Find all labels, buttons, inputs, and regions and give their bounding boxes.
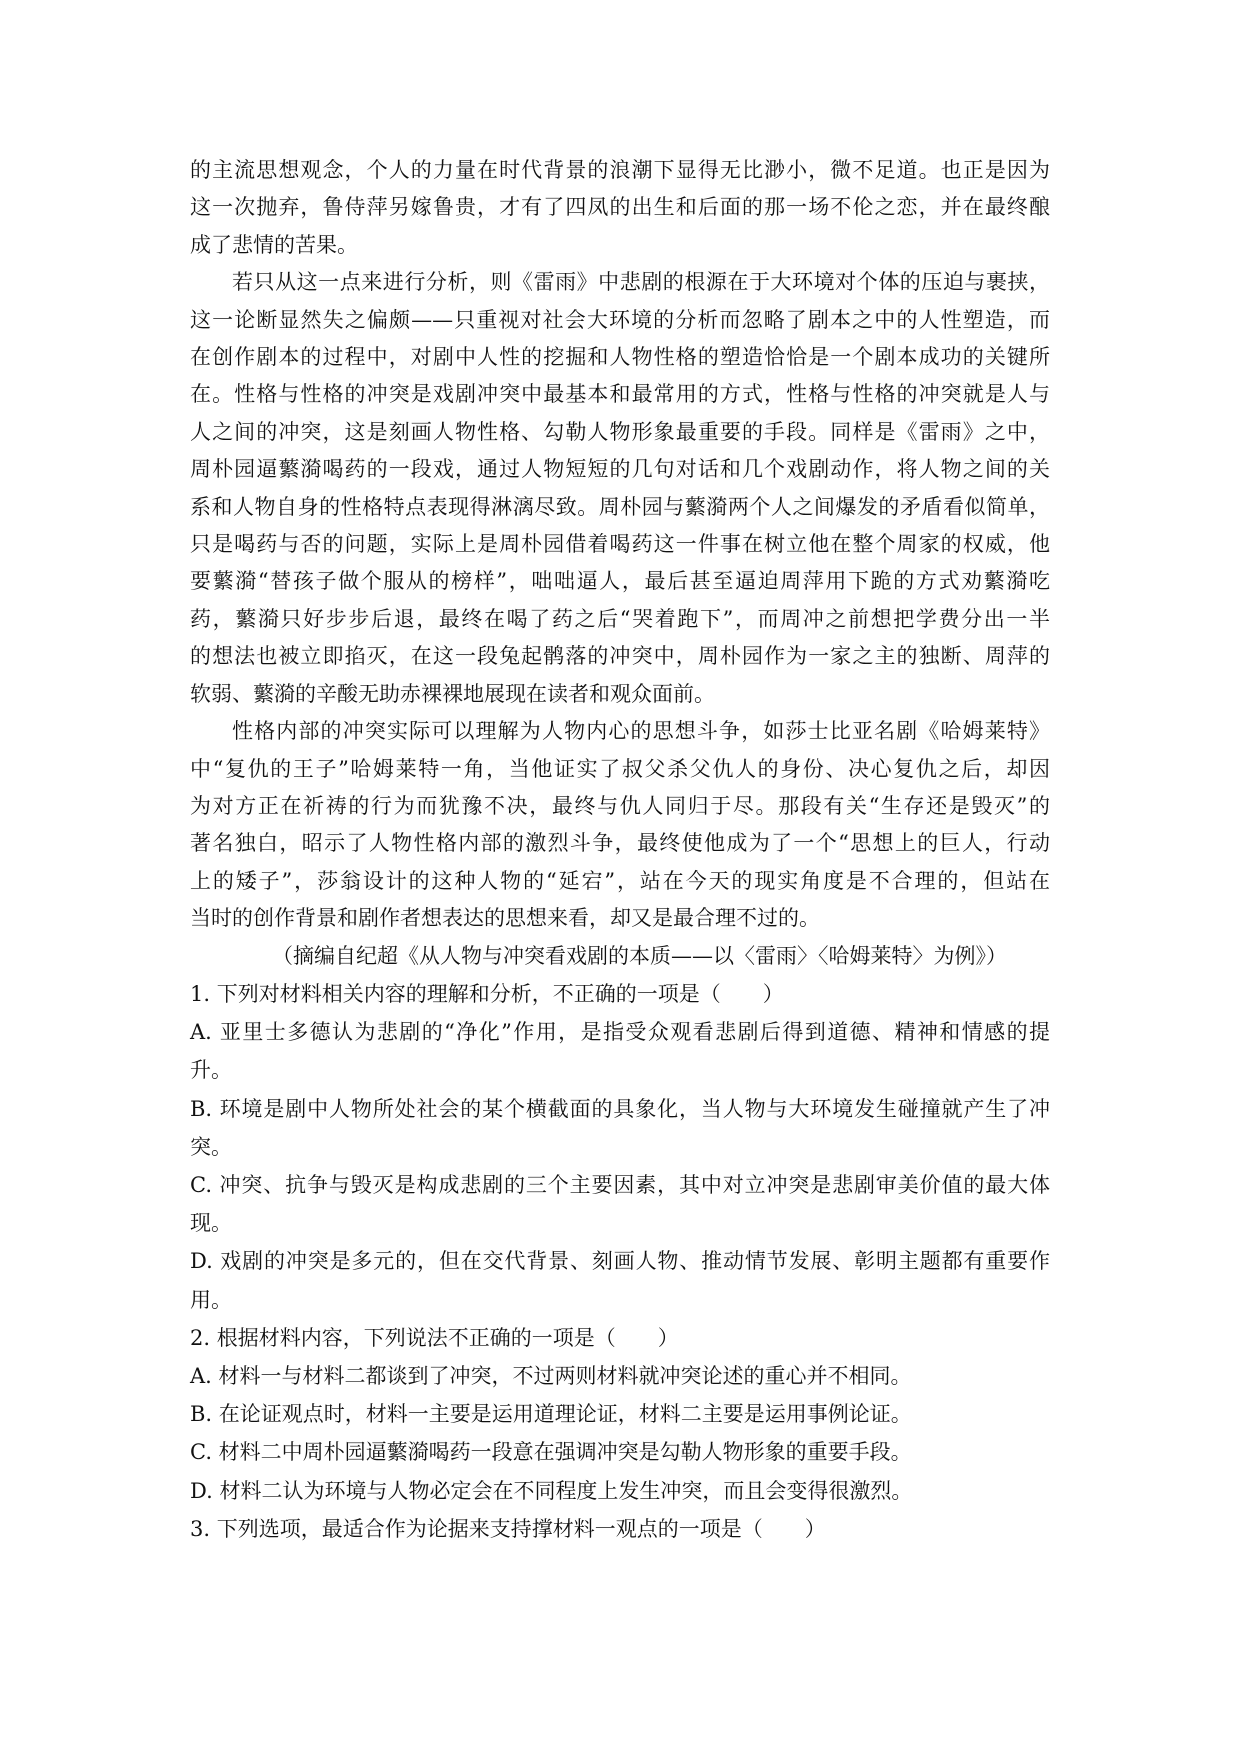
text-line: 这一次抛弃，鲁侍萍另嫁鲁贵，才有了四凤的出生和后面的那一场不伦之恋，并在最终酿 — [190, 195, 1050, 220]
option-d-line-2: 用。 — [190, 1287, 232, 1312]
text-line: 性格内部的冲突实际可以理解为人物内心的思想斗争，如莎士比亚名剧《哈姆莱特》 — [232, 719, 1050, 744]
option-d-line-1: D. 戏剧的冲突是多元的，但在交代背景、刻画人物、推动情节发展、彰明主题都有重要作 — [190, 1249, 1050, 1274]
option-a-line-1: A. 亚里士多德认为悲剧的“净化”作用，是指受众观看悲剧后得到道德、精神和情感的提 — [190, 1020, 1050, 1045]
option-c-line-2: 现。 — [190, 1211, 232, 1236]
source-citation: （摘编自纪超《从人物与冲突看戏剧的本质——以〈雷雨〉〈哈姆莱特〉为例》） — [272, 943, 1007, 968]
option-a-line-2: 升。 — [190, 1058, 232, 1083]
question-stem: 1. 下列对材料相关内容的理解和分析，不正确的一项是（ ） — [190, 981, 784, 1006]
text-line: 若只从这一点来进行分析，则《雷雨》中悲剧的根源在于大环境对个体的压迫与裹挟， — [232, 270, 1050, 295]
text-line: 药，蘩漪只好步步后退，最终在喝了药之后“哭着跑下”，而周冲之前想把学费分出一半 — [190, 606, 1050, 631]
text-line: 要蘩漪“替孩子做个服从的榜样”，咄咄逼人，最后甚至逼迫周萍用下跪的方式劝蘩漪吃 — [190, 569, 1050, 594]
question-stem: 3. 下列选项，最适合作为论据来支持撑材料一观点的一项是（ ） — [190, 1516, 826, 1541]
text-line: 系和人物自身的性格特点表现得淋漓尽致。周朴园与蘩漪两个人之间爆发的矛盾看似简单， — [190, 494, 1050, 519]
option-c-line-1: C. 冲突、抗争与毁灭是构成悲剧的三个主要因素，其中对立冲突是悲剧审美价值的最大体 — [190, 1172, 1050, 1197]
text-line: 人之间的冲突，这是刻画人物性格、勾勒人物形象最重要的手段。同样是《雷雨》之中， — [190, 419, 1050, 444]
text-line: 软弱、蘩漪的辛酸无助赤裸裸地展现在读者和观众面前。 — [190, 681, 715, 706]
option-b-line-1: B. 环境是剧中人物所处社会的某个横截面的具象化，当人物与大环境发生碰撞就产生了冲 — [190, 1096, 1050, 1121]
document-body — [190, 152, 1050, 1548]
option-d: D. 材料二认为环境与人物必定会在不同程度上发生冲突，而且会变得很激烈。 — [190, 1478, 913, 1503]
text-line: 周朴园逼蘩漪喝药的一段戏，通过人物短短的几句对话和几个戏剧动作，将人物之间的关 — [190, 457, 1050, 482]
text-line: 的主流思想观念，个人的力量在时代背景的浪潮下显得无比渺小，微不足道。也正是因为 — [190, 158, 1050, 182]
text-line: 只是喝药与否的问题，实际上是周朴园借着喝药这一件事在树立他在整个周家的权威，他 — [190, 532, 1050, 557]
option-b-line-2: 突。 — [190, 1134, 232, 1159]
text-line: 当时的创作背景和剧作者想表达的思想来看，却又是最合理不过的。 — [190, 906, 820, 931]
question-1 — [190, 975, 1050, 1319]
paragraph-3 — [190, 713, 1050, 937]
paragraph-1 — [190, 152, 1050, 264]
text-line: 为对方正在祈祷的行为而犹豫不决，最终与仇人同归于尽。那段有关“生存还是毁灭”的 — [190, 793, 1050, 818]
text-line: 著名独白，昭示了人物性格内部的激烈斗争，最终使他成为了一个“思想上的巨人，行动 — [190, 831, 1050, 856]
text-line: 这一论断显然失之偏颇——只重视对社会大环境的分析而忽略了剧本之中的人性塑造，而 — [190, 307, 1050, 332]
question-stem: 2. 根据材料内容，下列说法不正确的一项是（ ） — [190, 1325, 679, 1350]
text-line: 成了悲情的苦果。 — [190, 232, 358, 257]
text-line: 在创作剧本的过程中，对剧中人性的挖掘和人物性格的塑造恰恰是一个剧本成功的关键所 — [190, 345, 1050, 370]
text-line: 上的矮子”，莎翁设计的这种人物的“延宕”，站在今天的现实角度是不合理的，但站在 — [190, 868, 1050, 893]
option-c: C. 材料二中周朴园逼蘩漪喝药一段意在强调冲突是勾勒人物形象的重要手段。 — [190, 1440, 912, 1465]
paragraph-2 — [190, 264, 1050, 713]
question-2 — [190, 1319, 1050, 1510]
option-a: A. 材料一与材料二都谈到了冲突，不过两则材料就冲突论述的重心并不相同。 — [190, 1363, 912, 1388]
option-b: B. 在论证观点时，材料一主要是运用道理论证，材料二主要是运用事例论证。 — [190, 1402, 912, 1427]
text-line: 在。性格与性格的冲突是戏剧冲突中最基本和最常用的方式，性格与性格的冲突就是人与 — [190, 382, 1050, 407]
text-line: 的想法也被立即掐灭，在这一段兔起鹘落的冲突中，周朴园作为一家之主的独断、周萍的 — [190, 644, 1050, 669]
text-line: 中“复仇的王子”哈姆莱特一角，当他证实了叔父杀父仇人的身份、决心复仇之后，却因 — [190, 756, 1050, 781]
question-3 — [190, 1510, 1050, 1548]
